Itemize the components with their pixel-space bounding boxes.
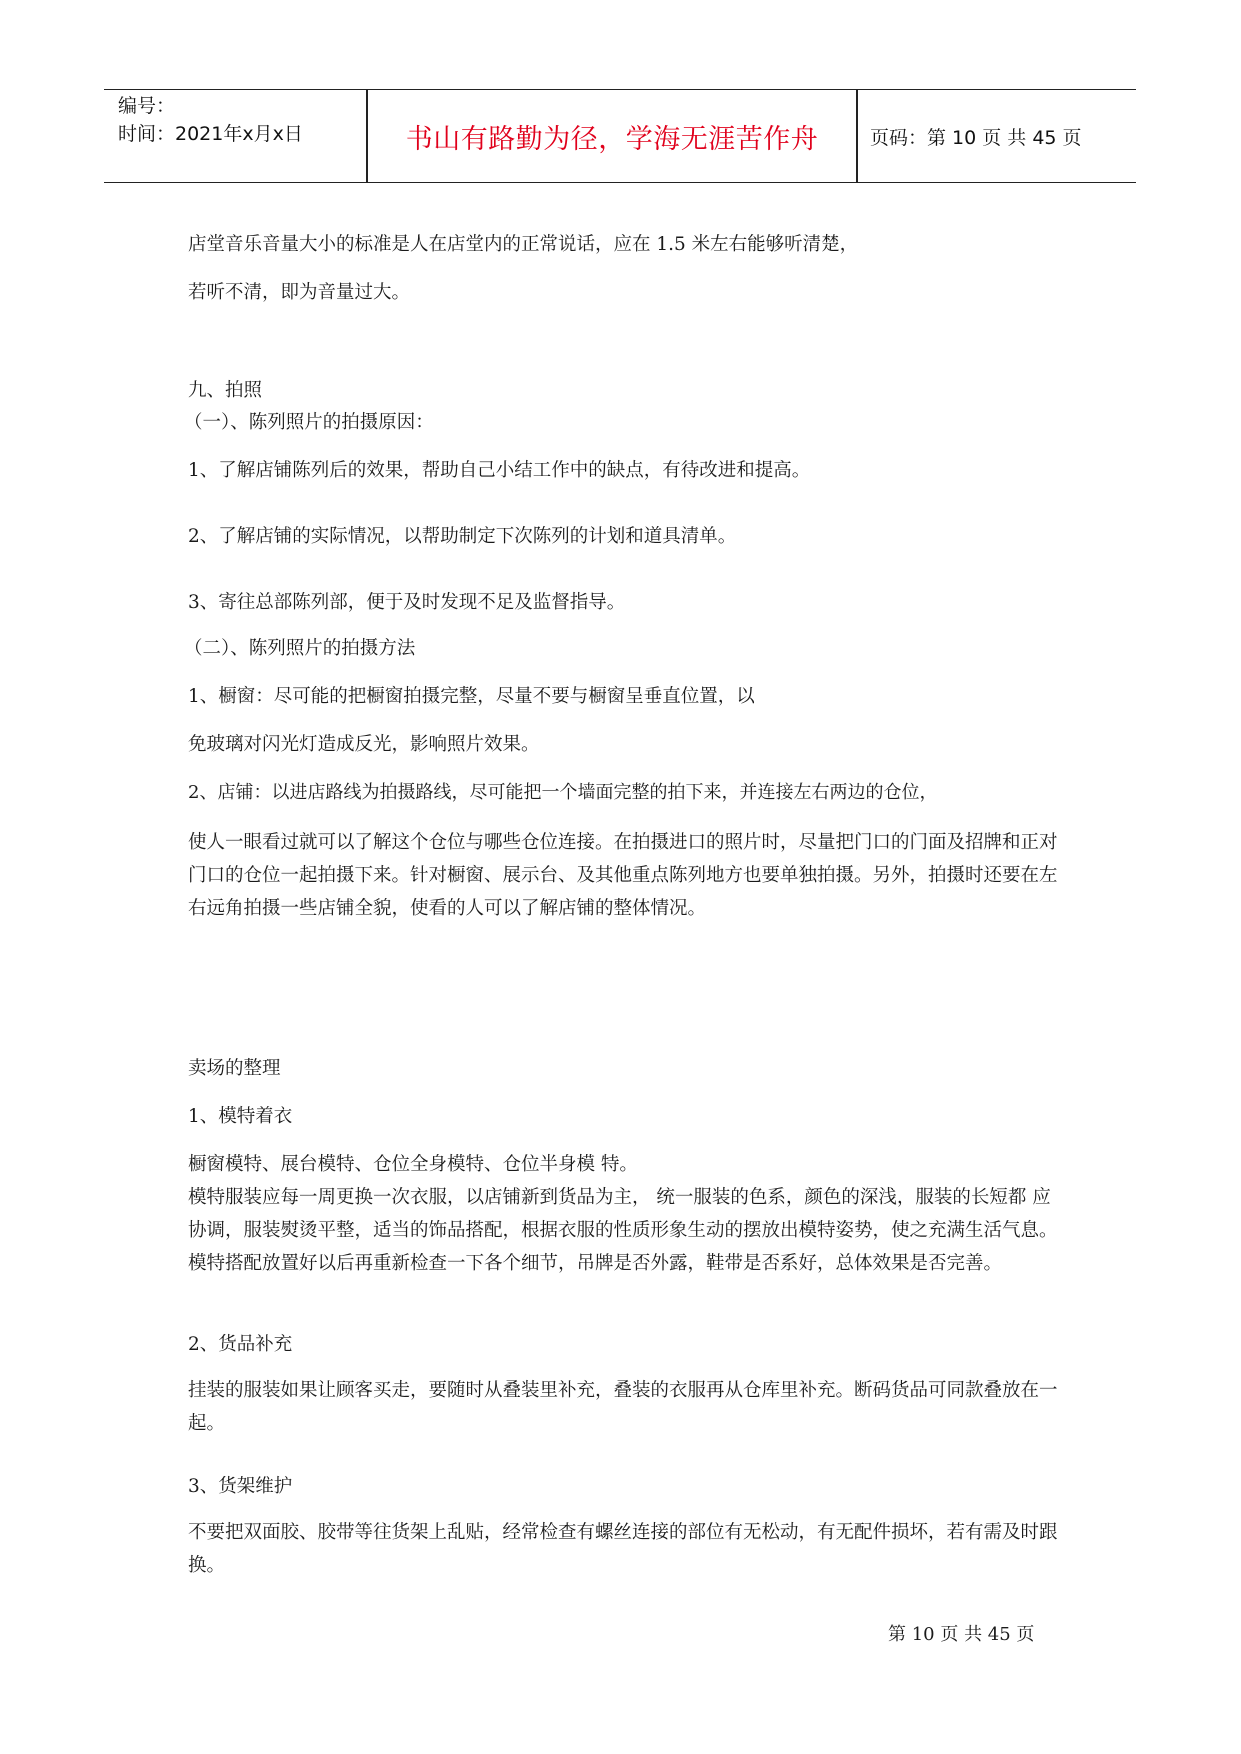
serial-label: 编号： [118, 95, 176, 117]
time-label: 时间：2021年x月x日 [118, 123, 303, 145]
paragraph: 使人一眼看过就可以了解这个仓位与哪些仓位连接。在拍摄进口的照片时，尽量把门口的门面及招牌和正对门口的仓位一起拍摄下来。针对橱窗、展示台、及其他重点陈列地方也要单独拍摄。另外，拍摄时还要在左右远角拍摄一些店铺全貌，使看的人可以了解店铺的整体情况。 [188, 832, 1058, 919]
header-meta [118, 92, 368, 148]
list-item: 2、了解店铺的实际情况，以帮助制定下次陈列的计划和道具清单。 [188, 526, 737, 547]
list-item: 1、模特着衣 [188, 1106, 293, 1127]
list-item: 2、店铺：以进店路线为拍摄路线，尽可能把一个墙面完整的拍下来，并连接左右两边的仓位， [188, 782, 938, 803]
list-item: 2、货品补充 [188, 1334, 293, 1355]
list-item: 1、了解店铺陈列后的效果，帮助自己小结工作中的缺点，有待改进和提高。 [188, 460, 811, 481]
list-item: 3、货架维护 [188, 1476, 293, 1497]
list-item: 3、寄往总部陈列部，便于及时发现不足及监督指导。 [188, 592, 626, 613]
paragraph: 若听不清，即为音量过大。 [188, 282, 411, 303]
subsection-heading: （二）、陈列照片的拍摄方法 [184, 638, 416, 659]
paragraph: 橱窗模特、展台模特、仓位全身模特、仓位半身模 特。 [188, 1154, 638, 1175]
header-motto: 书山有路勤为径，学海无涯苦作舟 [405, 123, 819, 155]
paragraph: 挂装的服装如果让顾客买走，要随时从叠装里补充，叠装的衣服再从仓库里补充。断码货品可同款叠放在一起。 [188, 1380, 1058, 1434]
section-heading: 卖场的整理 [188, 1058, 281, 1079]
section-heading: 九、拍照 [188, 380, 263, 401]
header-divider [856, 90, 858, 182]
list-item: 1、橱窗：尽可能的把橱窗拍摄完整，尽量不要与橱窗呈垂直位置，以 [188, 686, 755, 707]
paragraph: 店堂音乐音量大小的标准是人在店堂内的正常说话，应在 1.5 米左右能够听清楚， [188, 234, 859, 255]
paragraph: 不要把双面胶、胶带等往货架上乱贴，经常检查有螺丝连接的部位有无松动，有无配件损坏，若有需及时跟换。 [188, 1522, 1058, 1576]
subsection-heading: （一）、陈列照片的拍摄原因： [184, 412, 434, 433]
paragraph: 模特服装应每一周更换一次衣服，以店铺新到货品为主， 统一服装的色系，颜色的深浅，服装的长短都 应协调，服装熨烫平整，适当的饰品搭配，根据衣服的性质形象生动的摆放出模特姿势，使之充满生活气息。模特搭配放置好以后再重新检查一下各个细节，吊牌是否外露，鞋带是否系好，总体效果是否完善。 [188, 1187, 1058, 1274]
paragraph: 免玻璃对闪光灯造成反光，影响照片效果。 [188, 734, 540, 755]
page-footer: 第 10 页 共 45 页 [888, 1624, 1035, 1645]
header-page-info: 页码：第 10 页 共 45 页 [870, 126, 1082, 149]
page-header [104, 89, 1136, 183]
